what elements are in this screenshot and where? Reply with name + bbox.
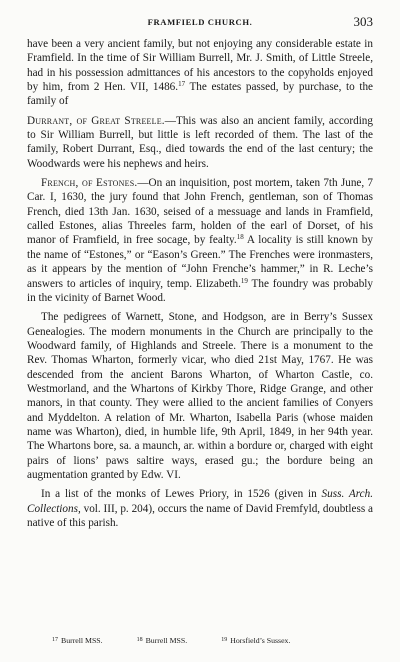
monks-text-a: In a list of the monks of Lewes Priory, in 1526 (given in	[41, 488, 322, 501]
footnote-ref-18: 18	[236, 233, 244, 242]
monks-italic-title: Suss. Arch. Collections,	[27, 488, 373, 515]
footnote-ref-19: 19	[240, 276, 248, 285]
french-text-c: The foundry was probably in the vicinity of Barnet Wood.	[27, 277, 374, 304]
footnote-text: Burrell MSS.	[61, 636, 103, 645]
paragraph-monks	[27, 487, 373, 530]
paragraph-1-text: have been a very ancient family, but not enjoying any considerable estate in Framfield. In the time of Sir William Burrell, Mr. J. Smith, of Little Streele, had in his possession admittances of his ancestors to the copyholds enjoyed by him, from 2 Hen. VII, 1486.	[27, 38, 373, 94]
footnote-17	[52, 636, 103, 645]
footnote-text: Horsfield’s Sussex.	[230, 636, 291, 645]
paragraph-1	[27, 37, 373, 109]
page-header	[27, 14, 373, 34]
french-text-a: —On an inquisition, post mortem, taken 7th June, 7 Car. I, 1630, the jury found that John French, gentleman, son of Thomas French, died 13th Jan. 1630, seised of a messuage and lands in Framfield, called Estones, alias Threeles farm, holden of the earl of Dorset, of his manor of Framfield, in free socage, by fealty.	[27, 177, 374, 247]
paragraph-1-after: The estates passed, by purchase, to the family of	[27, 81, 373, 108]
footnote-19	[221, 636, 290, 645]
page-number: 303	[353, 14, 373, 29]
footnote-mark: 18	[136, 637, 143, 643]
running-title: FRAMFIELD CHURCH.	[147, 17, 253, 27]
french-text-b: A locality is still known by the name of “Estones,” or “Eason’s Green.” The Frenches were ironmasters, as it appears by the mention of “John Frenche’s hammer,” in R. Leche’s answers to articles of inquiry, temp. Elizabeth.	[27, 234, 373, 290]
monks-text-b: vol. III, p. 204), occurs the name of David Fremfyld, doubtless a native of this parish.	[27, 502, 373, 529]
footnote-ref-17: 17	[178, 80, 186, 89]
paragraph-pedigrees	[27, 310, 373, 482]
paragraph-durrant	[27, 114, 373, 171]
body-text	[27, 37, 373, 535]
paragraph-french	[27, 176, 373, 305]
footnote-18	[137, 636, 188, 645]
durrant-heading: Durrant, of Great Streele.	[27, 114, 165, 127]
footnote-mark: 19	[221, 637, 228, 643]
pedigrees-text: The pedigrees of Warnett, Stone, and Hodgson, are in Berry’s Sussex Genealogies. The modern monuments in the Church are principally to the Woodward family, of Highlands and Streele. There is a monument to the Rev. Thomas Wharton, formerly vicar, who died 21st May, 1767. He was descended from the ancient Barons Wharton, of Wharton Castle, co. Westmorland, and the Whartons of Kirkby Thore, Ridge Grange, and other manors, in that county. They were allied to the ancient families of Conyers and Myddelton. A relation of Mr. Wharton, Isabella Paris (whose maiden name was Wharton), died, in humble life, 9th April, 1849, in her 94th year. The Whartons bore, sa. a maunch, ar. within a bordure or, charged with eight pairs of lions’ paws saltire ways, erased gu.; the bordure being an augmentation granted by Edw. VI.	[27, 311, 373, 481]
french-heading: French, of Estones.	[41, 177, 138, 190]
footnotes	[52, 636, 373, 645]
durrant-text: —This was also an ancient family, according to Sir William Burrell, but little is left recorded of them. The last of the family, Robert Durrant, Esq., died towards the end of the last century; the Woodwards were his nephews and heirs.	[27, 114, 373, 170]
footnote-mark: 17	[52, 637, 58, 643]
footnote-text: Burrell MSS.	[145, 636, 188, 645]
